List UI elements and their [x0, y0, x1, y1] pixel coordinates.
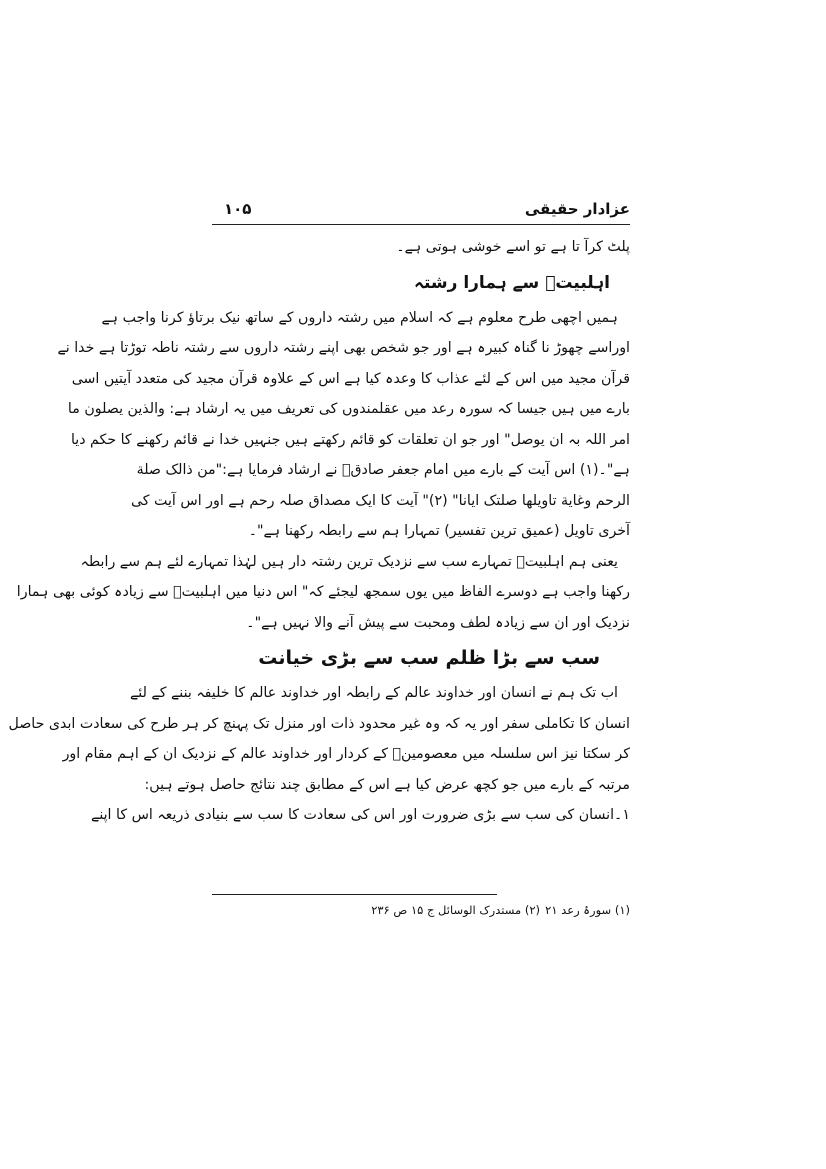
text-line: قرآن مجید میں اس کے لئے عذاب کا وعدہ کیا ہے اس کے علاوہ قرآن مجید کی متعدد آیتیں اسی: [71, 370, 630, 387]
footnote-1: (۱) سورۂ رعد ۲۱: [545, 903, 630, 917]
page-number: ۱۰۵: [224, 200, 252, 218]
text-line: یعنی ہم اہلبیتؑ تمہارے سب سے نزدیک ترین رشتہ دار ہیں لہٰذا تمہارے لئے ہم سے رابطہ: [80, 553, 618, 570]
text-line: الرحم وغایة تاویلها صلتک ایانا" (۲)" آیت کا ایک مصداق صلہ رحم ہے اور اس آیت کی: [130, 492, 630, 509]
section-heading: سب سے بڑا ظلم سب سے بڑی خیانت: [258, 647, 600, 669]
book-title: عزادار حقیقی: [524, 200, 630, 218]
text-line: بارے میں ہیں جیسا کہ سورہ رعد میں عقلمندوں کی تعریف میں یہ ارشاد ہے: والذین یصلون ما: [67, 401, 630, 417]
text-line: نزدیک اور ان سے زیادہ لطف ومحبت سے پیش آنے والا نہیں ہے"۔: [246, 614, 630, 631]
document-page: [8, 196, 630, 956]
text-line: ۱۔انسان کی سب سے بڑی ضرورت اور اس کی سعادت کا سب سے بنیادی ذریعہ اس کا اپنے: [91, 807, 630, 823]
paragraph: [16, 547, 630, 639]
paragraph: [8, 678, 630, 831]
text-line: کر سکتا نیز اس سلسلہ میں معصومینؑ کے کردار اور خداوند عالم کے نزدیک ان کے اہم مقام اور: [62, 746, 630, 762]
paragraph: [57, 303, 630, 547]
text-line: آخری تاویل (عمیق ترین تفسیر) تمہارا ہم سے رابطہ رکھنا ہے"۔: [248, 523, 630, 539]
text-line: ہے"۔(۱) اس آیت کے بارے میں امام جعفر صادقؑ نے ارشاد فرمایا ہے:"من ذالک صلة: [136, 462, 630, 478]
text-line: امر اللہ بہ ان یوصل" اور جو ان تعلقات کو قائم رکھتے ہیں جنہیں خدا نے قائم رکھنے کا حکم دیا: [70, 431, 630, 448]
intro-line: پلٹ کرآ تا ہے تو اسے خوشی ہوتی ہے۔: [396, 239, 630, 255]
text-line: انسان کا تکاملی سفر اور یہ کہ وہ غیر محدود ذات اور منزل تک پہنچ کر ہر طرح کی سعادت ابدی حاصل: [8, 715, 630, 732]
running-header: [212, 196, 630, 222]
footnote-2: (۲) مستدرک الوسائل ج ۱۵ ص ۲۳۶: [371, 903, 540, 917]
footnote-divider: [212, 894, 497, 895]
page-body: [8, 232, 630, 831]
text-line: مرتبہ کے بارے میں جو کچھ عرض کیا ہے اس کے مطابق چند نتائج حاصل ہوتے ہیں:: [144, 776, 630, 793]
text-line: ہمیں اچھی طرح معلوم ہے کہ اسلام میں رشتہ داروں کے ساتھ نیک برتاؤ کرنا واجب ہے: [101, 309, 618, 326]
text-line: اوراسے چھوڑ نا گناہ کبیرہ ہے اور جو شخص بھی اپنے رشتہ داروں سے رشتہ ناطہ توڑتا ہے خدا نے: [57, 340, 630, 356]
header-divider: [212, 224, 630, 225]
section-heading: اہلبیتؑ سے ہمارا رشتہ: [414, 272, 610, 293]
text-line: اب تک ہم نے انسان اور خداوند عالم کے رابطہ اور خداوند عالم کا خلیفہ بننے کے لئے: [129, 685, 618, 701]
text-line: رکھنا واجب ہے دوسرے الفاظ میں یوں سمجھ لیجئے کہ" اس دنیا میں اہلبیتؑ سے زیادہ کوئی بھی ہمارا: [16, 584, 630, 600]
